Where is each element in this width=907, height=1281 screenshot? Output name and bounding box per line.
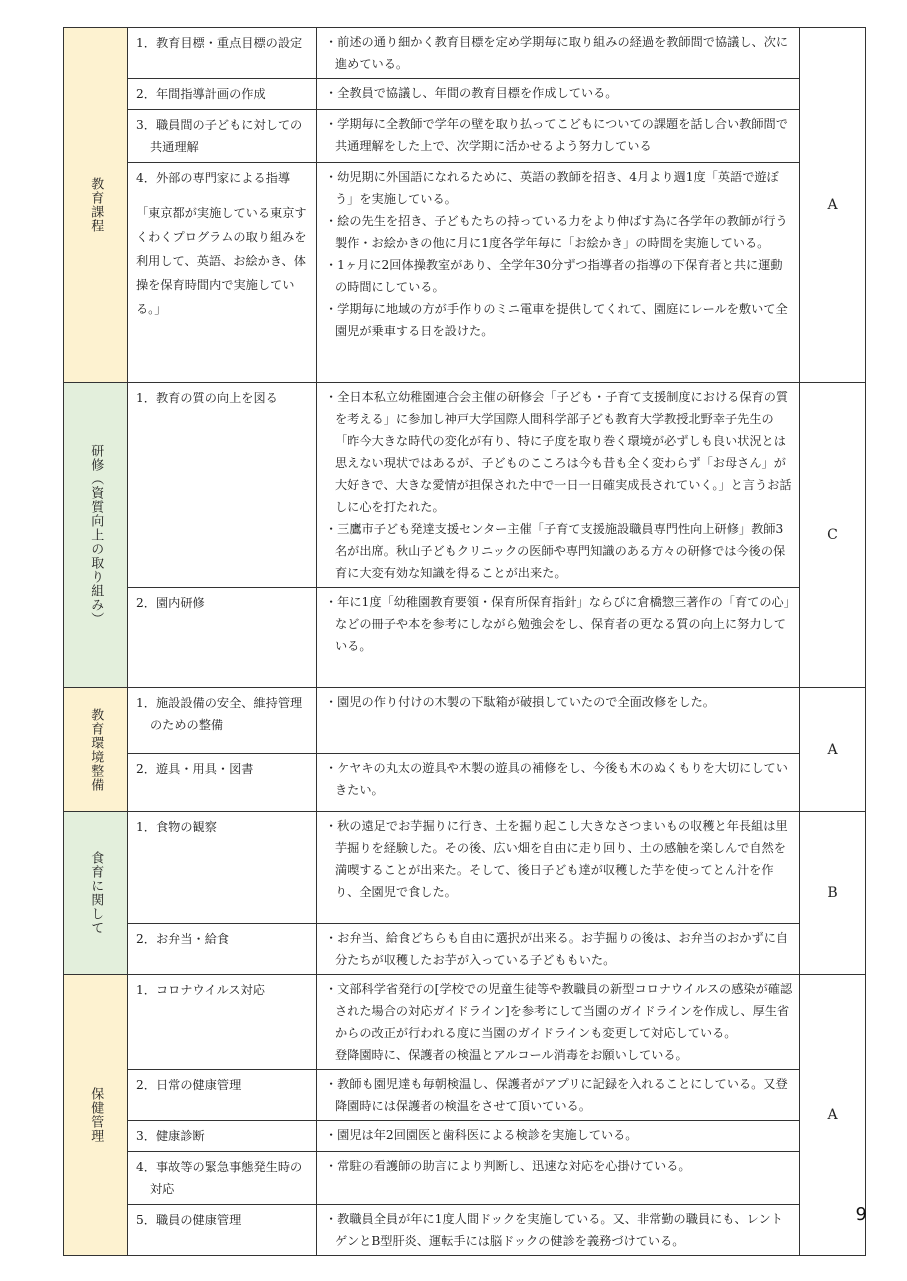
item-cell [128,588,317,688]
page-number: 9 [855,1204,867,1225]
grade-cell: A [800,688,866,812]
description-text: ・学期毎に地域の方が手作りのミニ電車を提供してくれて、園庭にレールを敷いて全園児が乗車する日を設けた。 [325,302,788,338]
item-title: 1．コロナウイルス対応 [136,983,265,997]
item-title: 2．お弁当・給食 [136,932,230,946]
evaluation-table [63,27,866,1256]
description-text: ・園児は年2回園医と歯科医による検診を実施している。 [325,1128,638,1142]
description-text: ・三鷹市子ども発達支援センター主催「子育て支援施設職員専門性向上研修」教師3名が出席。秋山子どもクリニックの医師や専門知識のある方々の研修では今後の保育に大変有効な知識を得ることが出来た。 [325,522,786,580]
description-text: ・ケヤキの丸太の遊具や木製の遊具の補修をし、今後も木のぬくもりを大切にしていきたい。 [325,761,788,797]
description-cell [317,163,800,383]
description-cell [317,924,800,975]
item-title: 4．外部の専門家による指導 [136,171,291,185]
category-label: 教育課程 [88,177,104,233]
description-text: ・幼児期に外国語になれるために、英語の教師を招き、4月より週1度「英語で遊ぼう」を実施している。 [325,170,779,206]
category-cell [64,975,128,1256]
item-title: 1．教育目標・重点目標の設定 [136,36,303,50]
item-title: 2．年間指導計画の作成 [136,87,266,101]
grade-cell: A [800,975,866,1256]
description-text: ・学期毎に全教師で学年の壁を取り払ってこどもについての課題を話し合い教師間で共通理解をした上で、次学期に活かせるよう努力している [325,117,788,153]
description-cell [317,1205,800,1256]
description-text: ・1ヶ月に2回体操教室があり、全学年30分ずつ指導者の指導の下保育者と共に運動の時間にしている。 [325,258,783,294]
item-title: 3．職員間の子どもに対しての共通理解 [136,118,303,154]
description-cell [317,812,800,924]
item-cell [128,812,317,924]
item-cell [128,163,317,383]
description-cell [317,110,800,163]
description-cell [317,1070,800,1121]
description-text: ・文部科学省発行の[学校での児童生徒等や教職員の新型コロナウイルスの感染が確認された場合の対応ガイドライン]を参考にして当園のガイドラインを作成し、厚生省からの改正が行われる度に当園のガイドラインも変更して対応している。 [325,982,793,1040]
item-title: 2．日常の健康管理 [136,1078,242,1092]
description-text: ・教師も園児達も毎朝検温し、保護者がアプリに記録を入れることにしている。又登降園時には保護者の検温をさせて頂いている。 [325,1077,788,1113]
description-text: ・年に1度「幼稚園教育要領・保育所保育指針」ならびに倉橋惣三著作の「育ての心」などの冊子や本を参考にしながら勉強会をし、保育者の更なる質の向上に努力している。 [325,595,790,653]
description-cell [317,688,800,754]
item-title: 5．職員の健康管理 [136,1213,242,1227]
item-cell [128,924,317,975]
description-cell [317,588,800,688]
item-cell [128,754,317,812]
description-cell [317,1152,800,1205]
grade-cell: C [800,383,866,688]
item-cell [128,1121,317,1152]
description-cell [317,28,800,79]
item-title: 2．園内研修 [136,596,205,610]
description-text: ・全日本私立幼稚園連合会主催の研修会「子ども・子育て支援制度における保育の質を考える」に参加し神戸大学国際人間科学部子ども教育大学教授北野幸子先生の「昨今大きな時代の変化が有り、特に子度を取り巻く環境が必ずしも良い状況とは思えない現状ではあるが、子どものこころは今も昔も全く変わらず「お母さん」が大好きで、大きな愛情が担保された中で一日一日確実成長されていく。」と言うお話しに心を打たれた。 [325,390,792,514]
item-title: 1．施設設備の安全、維持管理のための整備 [136,696,303,732]
item-title: 1．食物の観察 [136,820,217,834]
grade-cell: A [800,28,866,383]
item-title: 3．健康診断 [136,1129,205,1143]
category-cell [64,812,128,975]
category-cell [64,28,128,383]
item-cell [128,383,317,588]
item-cell [128,79,317,110]
description-cell [317,383,800,588]
description-text: ・お弁当、給食どちらも自由に選択が出来る。お芋掘りの後は、お弁当のおかずに自分たちが収穫したお芋が入っている子どももいた。 [325,931,789,967]
description-cell [317,754,800,812]
category-cell [64,688,128,812]
item-cell [128,28,317,79]
category-label: 保健管理 [88,1087,104,1143]
description-cell [317,975,800,1070]
description-text: ・常駐の看護師の助言により判断し、迅速な対応を心掛けている。 [325,1159,691,1173]
category-label: 研修（資質向上の取り組み） [88,444,104,626]
description-text: 登降園時に、保護者の検温とアルコール消毒をお願いしている。 [335,1048,688,1062]
category-cell [64,383,128,688]
item-cell [128,110,317,163]
description-text: ・全教員で協議し、年間の教育目標を作成している。 [325,86,618,100]
description-text: ・前述の通り細かく教育目標を定め学期毎に取り組みの経過を教師間で協議し、次に進めている。 [325,35,789,71]
item-note: 「東京都が実施している東京すくわくプログラムの取り組みを利用して、英語、お絵かき、体操を保育時間内で実施している。」 [136,206,307,316]
description-text: ・秋の遠足でお芋掘りに行き、土を掘り起こし大きなさつまいもの収穫と年長組は里芋掘りを経験した。その後、広い畑を自由に走り回り、土の感触を楽しんで自然を満喫することが出来た。そして、後日子ども達が収穫した芋を使ってとん汁を作り、全園児で食した。 [325,819,788,899]
item-title: 2．遊具・用具・図書 [136,762,254,776]
description-text: ・絵の先生を招き、子どもたちの持っている力をより伸ばす為に各学年の教師が行う製作・お絵かきの他に月に1度各学年毎に「お絵かき」の時間を実施している。 [325,214,788,250]
item-cell [128,688,317,754]
item-cell [128,1070,317,1121]
description-cell [317,79,800,110]
item-title: 4．事故等の緊急事態発生時の対応 [136,1160,303,1196]
item-cell [128,1205,317,1256]
description-cell [317,1121,800,1152]
description-text: ・教職員全員が年に1度人間ドックを実施している。又、非常勤の職員にも、レントゲンとB型肝炎、運転手には脳ドックの健診を義務づけている。 [325,1212,783,1248]
category-label: 食育に関して [88,851,104,935]
grade-cell: B [800,812,866,975]
item-title: 1．教育の質の向上を図る [136,391,278,405]
item-cell [128,975,317,1070]
category-label: 教育環境整備 [88,707,104,792]
item-cell [128,1152,317,1205]
description-text: ・園児の作り付けの木製の下駄箱が破損していたので全面改修をした。 [325,695,715,709]
